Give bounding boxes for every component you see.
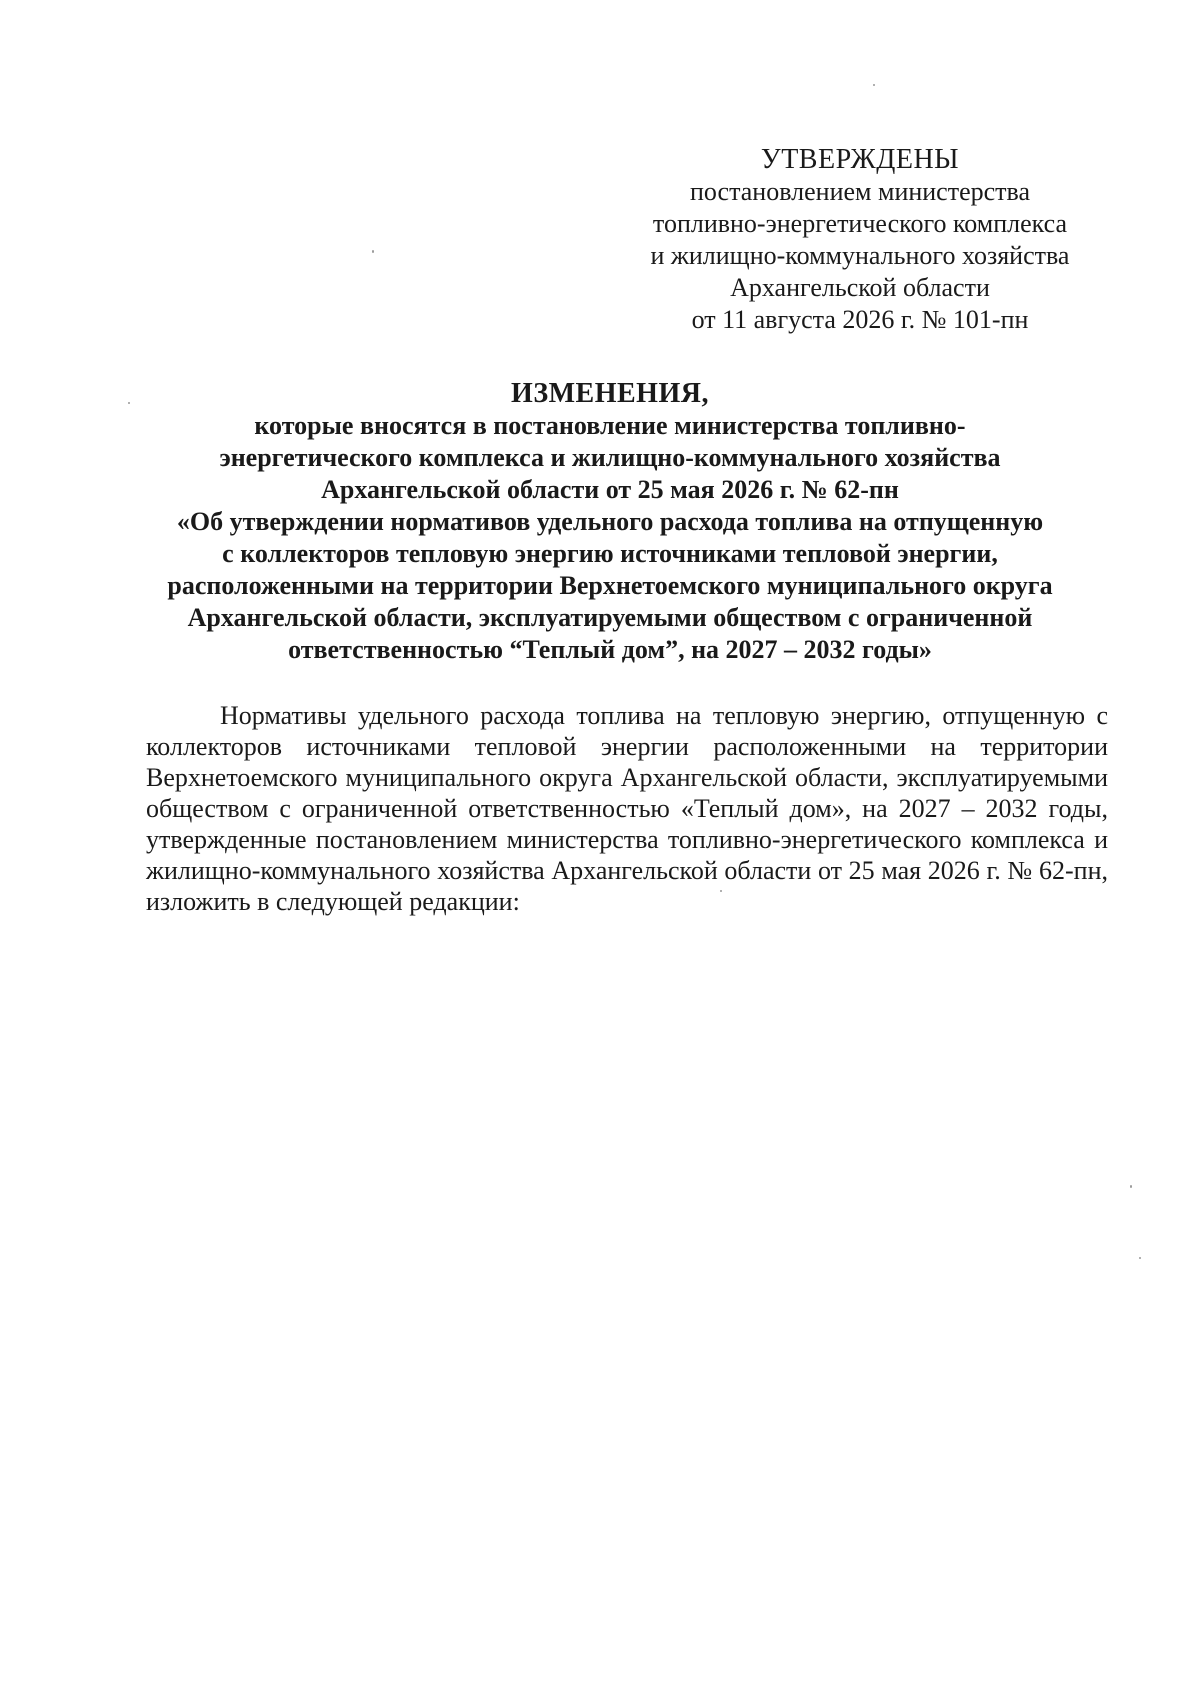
title-line: Архангельской области от 25 мая 2026 г. № 62-пн — [321, 475, 899, 504]
scan-speck — [372, 250, 374, 253]
scan-speck — [1130, 1185, 1132, 1188]
scan-speck — [720, 890, 722, 892]
approval-heading: УТВЕРЖДЕНЫ — [760, 144, 960, 175]
title-line: «Об утверждении нормативов удельного расхода топлива на отпущенную — [176, 507, 1044, 536]
approval-stamp-block — [600, 144, 1120, 336]
scan-speck — [1139, 1257, 1141, 1259]
approval-line: Архангельской области — [730, 273, 990, 302]
body-paragraph: Нормативы удельного расхода топлива на тепловую энергию, отпущенную с коллекторов источниками тепловой энергии расположенными на территории Верхнетоемского муниципального округа Архангельской области, эксплуатируемыми обществом с ограниченной ответственностью «Теплый дом», на 2027 – 2032 годы, утвержденные постановлением министерства топливно-энергетического комплекса и жилищно-коммунального хозяйства Архангельской области от 25 мая 2026 г. № 62-пн, изложить в следующей редакции: — [146, 701, 1108, 916]
title-line: энергетического комплекса и жилищно-коммунального хозяйства — [219, 443, 1001, 472]
approval-line: и жилищно-коммунального хозяйства — [650, 241, 1070, 270]
title-line: расположенными на территории Верхнетоемского муниципального округа — [167, 571, 1053, 600]
document-title-block — [130, 378, 1090, 666]
scan-speck — [128, 402, 130, 404]
title-line: Архангельской области, эксплуатируемыми обществом с ограниченной — [187, 603, 1033, 632]
approval-line: от 11 августа 2026 г. № 101-пн — [691, 305, 1029, 334]
title-line: ответственностью “Теплый дом”, на 2027 – 2032 годы» — [288, 635, 932, 664]
title-line: которые вносятся в постановление министерства топливно- — [254, 411, 966, 440]
document-title: ИЗМЕНЕНИЯ, — [511, 378, 709, 409]
title-line: с коллекторов тепловую энергию источниками тепловой энергии, — [222, 539, 998, 568]
approval-line: постановлением министерства — [689, 177, 1031, 206]
approval-line: топливно-энергетического комплекса — [652, 209, 1068, 238]
scan-speck — [873, 84, 875, 86]
